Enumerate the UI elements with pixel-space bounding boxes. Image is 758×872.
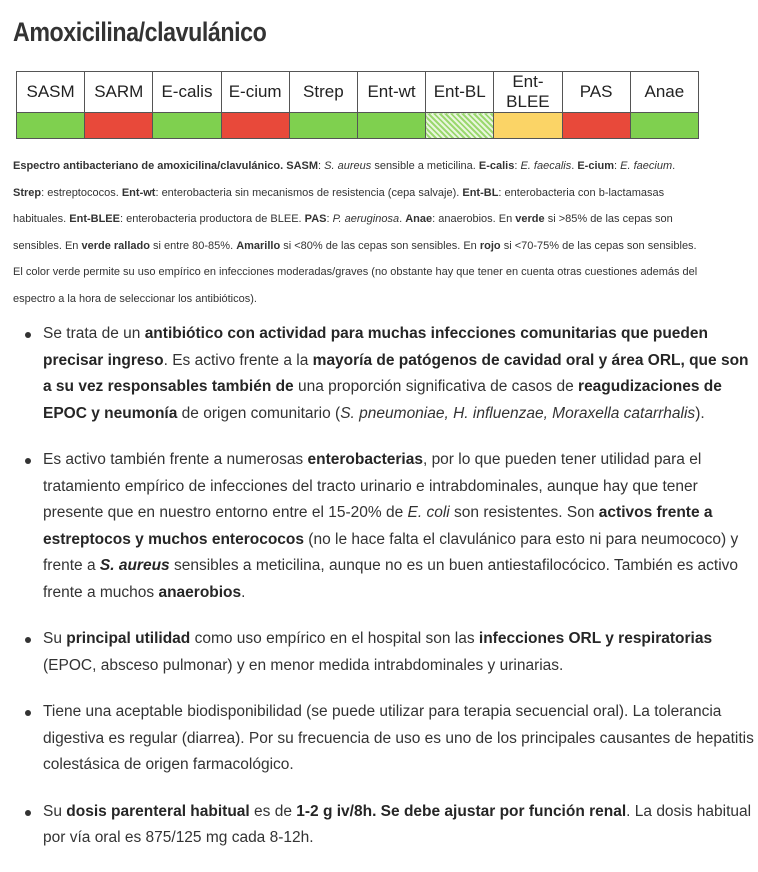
- bullet-item-utility: Su principal utilidad como uso empírico en el hospital son las infecciones ORL y respiratorias (EPOC, absceso pulmonar) y en menor medida intrabdominales y urinarias.: [43, 626, 758, 679]
- spectrum-color-e-calis: [153, 113, 221, 139]
- bullet-item-bioavailability: Tiene una aceptable biodisponibilidad (se puede utilizar para terapia secuencial oral). La tolerancia digestiva es regular (diarrea). Por su frecuencia de uso es uno de los principales causantes de hepatitis colestásica de origen farmacológico.: [43, 699, 758, 779]
- bullet-list: [0, 321, 758, 872]
- spectrum-label-ent-bl: Ent-BL: [426, 72, 494, 113]
- spectrum-color-strep: [289, 113, 357, 139]
- bullet-item-activity: Se trata de un antibiótico con actividad para muchas infecciones comunitarias que pueden precisar ingreso. Es activo frente a la mayoría de patógenos de cavidad oral y área ORL, que son a su vez responsables también de una proporción significativa de casos de reagudizaciones de EPOC y neumonía de origen comunitario (S. pneumoniae, H. influenzae, Moraxella catarrhalis).: [43, 321, 758, 427]
- spectrum-color-ent-wt: [357, 113, 425, 139]
- spectrum-label-ent-blee: Ent-BLEE: [494, 72, 562, 113]
- spectrum-color-ent-blee: [494, 113, 562, 139]
- spectrum-label-e-cium: E-cium: [221, 72, 289, 113]
- spectrum-color-sasm: [17, 113, 85, 139]
- spectrum-label-ent-wt: Ent-wt: [357, 72, 425, 113]
- figure-caption: Espectro antibacteriano de amoxicilina/clavulánico. SASM: S. aureus sensible a meticilina. E-calis: E. faecalis. E-cium: E. faecium. Strep: estreptococos. Ent-wt: enterobacteria sin mecanismos de resistencia (cepa salvaje). Ent-BL: enterobacteria con b-lactamasas habituales. Ent-BLEE: enterobacteria productora de BLEE. PAS: P. aeruginosa. Anae: anaerobios. En verde si >85% de las cepas son sensibles. En verde rallado si entre 80-85%. Amarillo si <80% de las cepas son sensibles. En rojo si <70-75% de las cepas son sensibles. El color verde permite su uso empírico en infecciones moderadas/graves (no obstante hay que tener en cuenta otras cuestiones además del espectro a la hora de seleccionar los antibióticos).: [13, 160, 698, 305]
- spectrum-color-e-cium: [221, 113, 289, 139]
- spectrum-color-pas: [562, 113, 630, 139]
- page-title: Amoxicilina/clavulánico: [13, 17, 267, 47]
- spectrum-label-pas: PAS: [562, 72, 630, 113]
- bullet-item-dosing: Su dosis parenteral habitual es de 1-2 g iv/8h. Se debe ajustar por función renal. La dosis habitual por vía oral es 875/125 mg cada 8-12h.: [43, 799, 758, 852]
- spectrum-color-ent-bl: [426, 113, 494, 139]
- spectrum-color-sarm: [85, 113, 153, 139]
- spectrum-label-e-calis: E-calis: [153, 72, 221, 113]
- spectrum-header-row: [17, 72, 699, 113]
- spectrum-color-row: [17, 113, 699, 139]
- spectrum-label-anae: Anae: [630, 72, 698, 113]
- spectrum-label-sasm: SASM: [17, 72, 85, 113]
- spectrum-table: [16, 71, 699, 139]
- spectrum-label-strep: Strep: [289, 72, 357, 113]
- spectrum-label-sarm: SARM: [85, 72, 153, 113]
- spectrum-color-anae: [630, 113, 698, 139]
- bullet-item-enterobacteria: Es activo también frente a numerosas enterobacterias, por lo que pueden tener utilidad para el tratamiento empírico de infecciones del tracto urinario e intrabdominales, aunque hay que tener presente que en nuestro entorno entre el 15-20% de E. coli son resistentes. Son activos frente a estreptocos y muchos enterococos (no le hace falta el clavulánico para esto ni para neumococo) y frente a S. aureus sensibles a meticilina, aunque no es un buen antiestafilocócico. También es activo frente a muchos anaerobios.: [43, 447, 758, 606]
